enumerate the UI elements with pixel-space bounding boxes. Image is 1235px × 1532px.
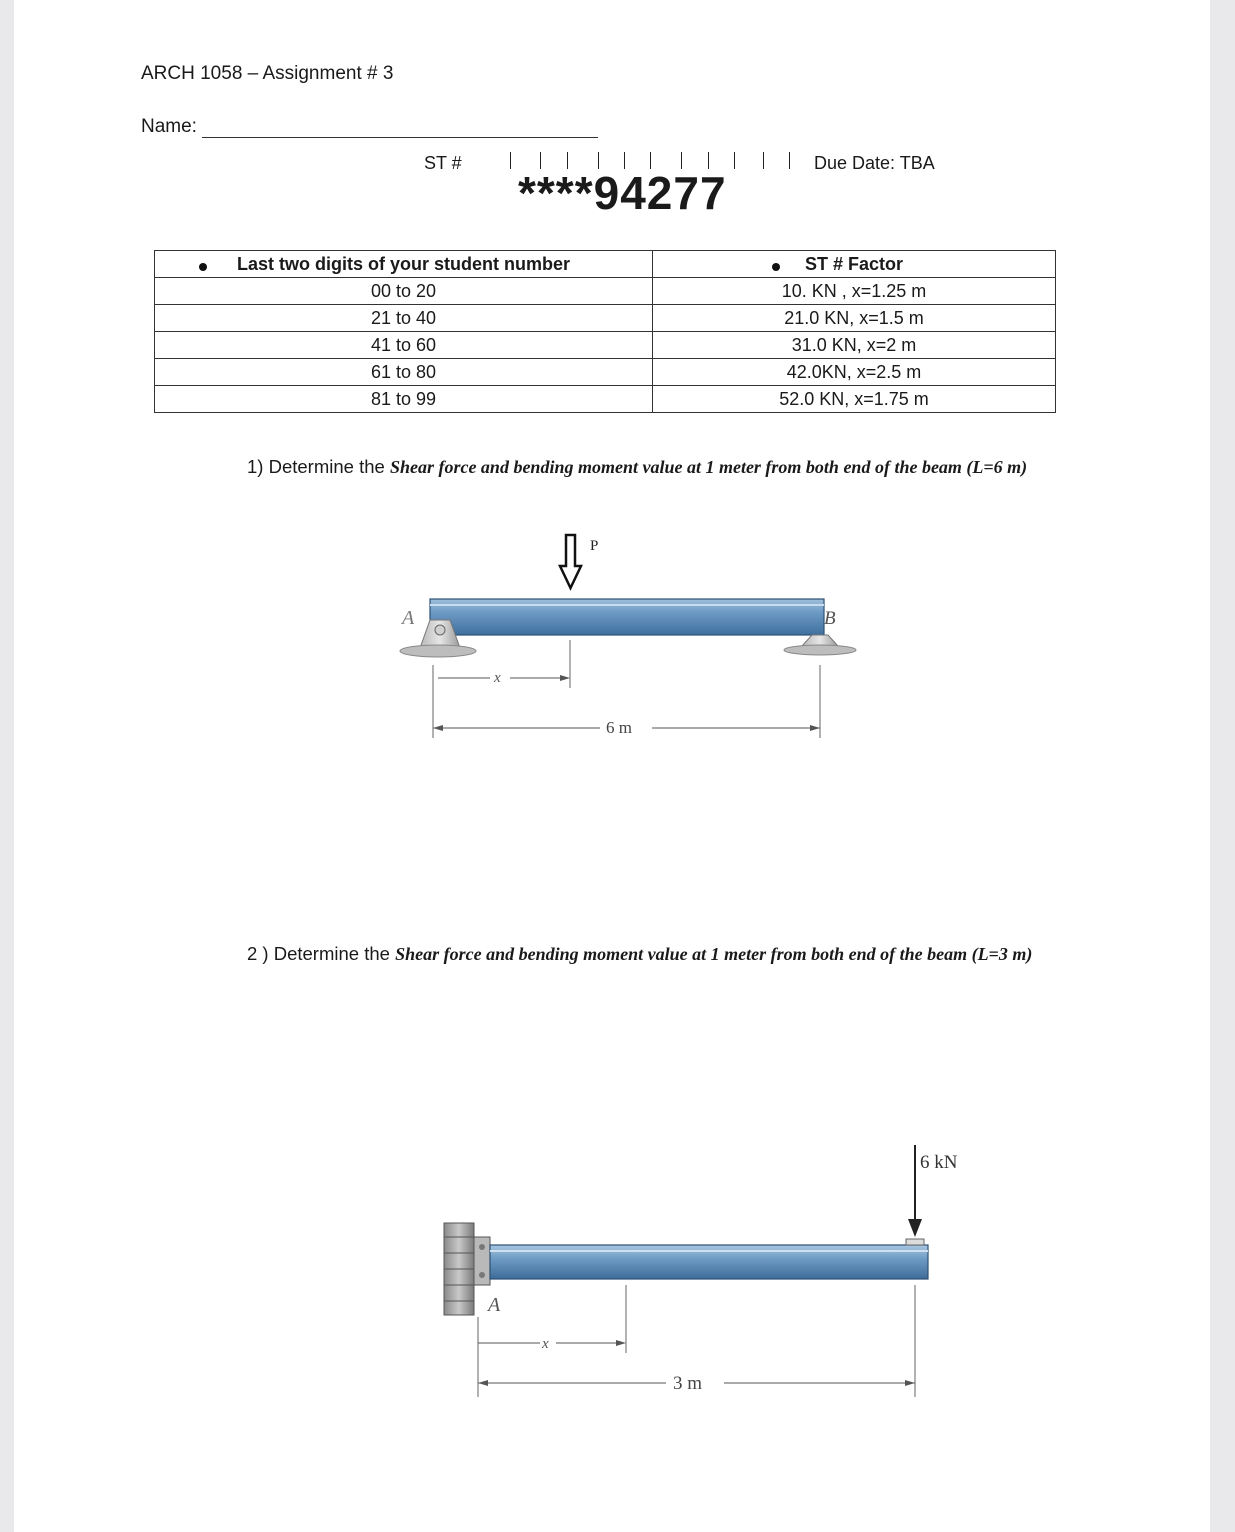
support-b-label: B [824,608,836,629]
dim-span-arrowhead-right [905,1380,915,1386]
table-row [155,278,1056,305]
st-tick [734,152,735,169]
table-cell: 10. KN , x=1.25 m [653,278,1056,305]
support-a-label: A [402,607,415,629]
span-6m-label: 6 m [606,718,632,737]
table-header-row [155,251,1056,278]
bullet-icon [772,263,780,271]
roller-support-b [784,635,856,655]
dim-span-arrowhead-right [810,725,820,731]
table-cell: 81 to 99 [155,386,653,413]
table-row [155,305,1056,332]
header-student-number: Last two digits of your student number [237,253,570,274]
dim-span-arrowhead-left [478,1380,488,1386]
st-tick [763,152,764,169]
table-cell: 21.0 KN, x=1.5 m [653,305,1056,332]
question-2-emphasis: Shear force and bending moment value at 1 meter from both end of the beam (L=3 m) [395,944,1033,964]
span-3m-label: 3 m [673,1373,703,1394]
factor-table [154,250,1056,413]
table-cell: 21 to 40 [155,305,653,332]
load-arrow-icon [908,1219,922,1237]
table-cell: 00 to 20 [155,278,653,305]
load-6kn-label: 6 kN [920,1152,958,1173]
question-1-emphasis: Shear force and bending moment value at 1 meter from both end of the beam (L=6 m) [389,457,1028,477]
question-1-prefix: 1) Determine the [247,456,390,477]
st-number-label: ST # [424,153,462,173]
question-2-prefix: 2 ) Determine the [247,943,396,964]
name-row [141,116,598,138]
bullet-icon [199,263,207,271]
fixed-wall-support [444,1223,490,1315]
dim-x-arrowhead [616,1340,626,1346]
document-title: ARCH 1058 – Assignment # 3 [141,63,394,84]
header-st-factor: ST # Factor [804,253,904,274]
table-row [155,359,1056,386]
dim-x-label: x [542,1336,549,1352]
due-date: Due Date: TBA [814,153,935,173]
table-cell: 52.0 KN, x=1.75 m [653,386,1056,413]
load-p-label: P [590,538,599,554]
dim-x-arrowhead [560,675,570,681]
load-bearing-plate [906,1239,924,1245]
st-tick [510,152,511,169]
table-cell: 41 to 60 [155,332,653,359]
figure-1-simply-supported-beam [390,520,870,770]
name-label: Name: [141,116,197,137]
name-blank-line [202,119,598,138]
support-a-label: A [488,1294,501,1316]
table-row [155,386,1056,413]
question-1 [247,456,1027,478]
question-2 [247,943,1032,965]
load-arrow-icon [560,535,581,588]
dim-span-arrowhead-left [433,725,443,731]
dim-x-label: x [494,670,501,686]
table-cell: 42.0KN, x=2.5 m [653,359,1056,386]
table-row [155,332,1056,359]
table-cell: 61 to 80 [155,359,653,386]
table-cell: 31.0 KN, x=2 m [653,332,1056,359]
st-number-value: ****94277 [518,167,727,219]
st-tick [789,152,790,169]
figure-2-cantilever-beam [430,1135,990,1415]
